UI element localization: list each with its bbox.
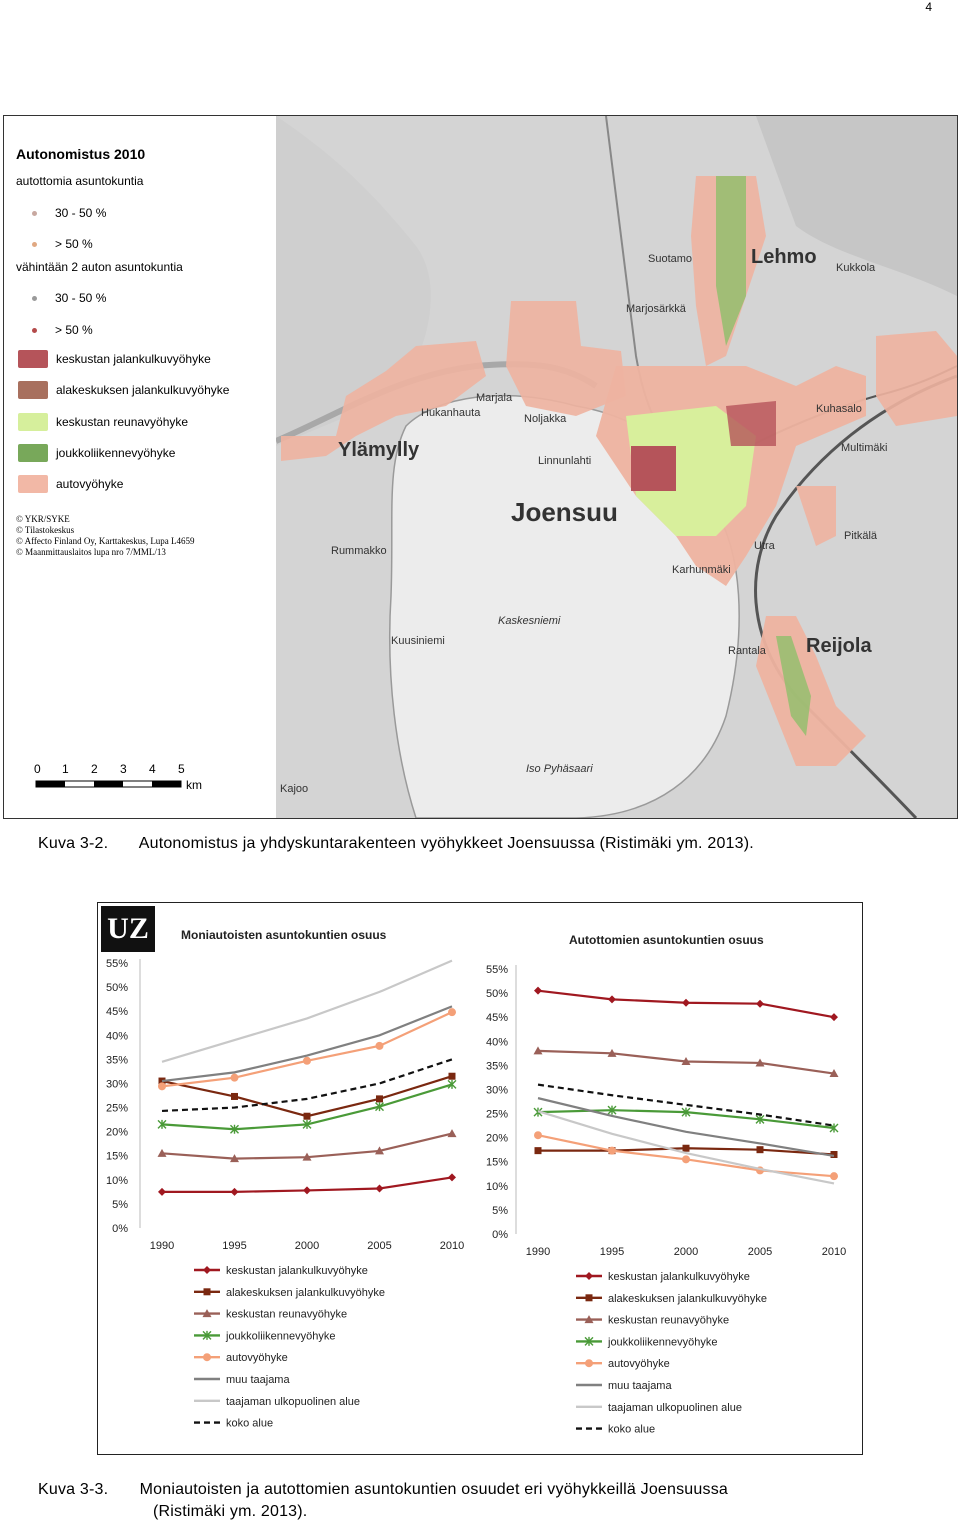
legend-zone: [18, 348, 211, 370]
map-credits: [16, 514, 195, 558]
place-label: Rummakko: [331, 545, 387, 557]
x-tick-label: 1990: [149, 1240, 175, 1252]
chart-title-left: Moniautoisten asuntokuntien osuus: [181, 928, 387, 942]
legend-label: koko alue: [608, 1423, 656, 1436]
y-tick-label: 30%: [105, 1078, 128, 1091]
series-line: [162, 961, 452, 1062]
place-label: Multimäki: [841, 442, 888, 454]
data-point: [830, 1172, 838, 1180]
x-tick-label: 2005: [747, 1246, 773, 1258]
y-tick-label: 30%: [485, 1084, 508, 1097]
legend-dot-icon: [32, 211, 37, 216]
place-label: Joensuu: [511, 497, 618, 527]
place-label: Ylämylly: [338, 439, 420, 461]
legend-title: Autonomistus 2010: [16, 146, 146, 162]
data-point: [203, 1353, 211, 1361]
x-tick-label: 1990: [525, 1246, 551, 1258]
legend-label: keskustan jalankulkuvyöhyke: [226, 1265, 368, 1277]
data-point: [303, 1057, 311, 1065]
scale-tick: 1: [62, 762, 69, 776]
legend-item-label: > 50 %: [55, 323, 93, 337]
zone-label: keskustan jalankulkuvyöhyke: [56, 352, 211, 366]
place-label: Reijola: [806, 635, 872, 657]
x-tick-label: 1995: [599, 1246, 625, 1258]
credit-line: © Maanmittauslaitos lupa nro 7/MML/13: [16, 547, 166, 557]
x-tick-label: 2000: [673, 1246, 699, 1258]
data-point: [585, 1359, 593, 1367]
data-point: [534, 987, 542, 995]
place-label: Suotamo: [648, 253, 693, 265]
legend-item-label: 30 - 50 %: [55, 206, 107, 220]
place-label: Kajoo: [280, 783, 309, 795]
data-point: [376, 1042, 384, 1050]
legend-zone: [18, 473, 123, 495]
data-point: [830, 1013, 838, 1021]
legend-item: [18, 319, 93, 341]
y-tick-label: 25%: [105, 1102, 128, 1115]
figure-caption-2: [38, 1481, 728, 1499]
legend-dot-icon: [32, 328, 37, 333]
y-tick-label: 15%: [105, 1150, 128, 1163]
chart-title-right: Autottomien asuntokuntien osuus: [569, 933, 764, 947]
x-tick-label: 2010: [821, 1246, 847, 1258]
zone-label: joukkoliikennevyöhyke: [56, 446, 176, 460]
zone-swatch: [18, 381, 48, 399]
scale-tick: 2: [91, 762, 98, 776]
legend-group-carless: autottomia asuntokuntia: [16, 174, 144, 188]
y-tick-label: 0%: [492, 1229, 508, 1241]
data-point: [448, 1129, 457, 1137]
chart-figure: [97, 902, 863, 1455]
legend-label: keskustan jalankulkuvyöhyke: [608, 1271, 750, 1283]
place-label: Linnunlahti: [538, 455, 592, 467]
legend-item-label: 30 - 50 %: [55, 291, 107, 305]
legend-label: autovyöhyke: [226, 1352, 288, 1365]
data-point: [756, 1000, 764, 1008]
legend-item: [18, 202, 106, 224]
place-label: Pitkälä: [844, 530, 878, 542]
place-label: Utra: [754, 540, 775, 552]
legend-label: taajaman ulkopuolinen alue: [608, 1401, 742, 1414]
credit-line: © Affecto Finland Oy, Karttakeskus, Lupa L4659: [16, 536, 195, 546]
x-tick-label: 2000: [294, 1240, 320, 1252]
legend-zone: [18, 379, 229, 401]
legend-label: joukkoliikennevyöhyke: [226, 1330, 336, 1343]
y-tick-label: 15%: [485, 1156, 508, 1169]
legend-label: autovyöhyke: [608, 1358, 670, 1371]
data-point: [534, 1131, 542, 1139]
place-label: Kuhasalo: [816, 403, 862, 415]
y-tick-label: 50%: [485, 988, 508, 1001]
data-point: [203, 1266, 211, 1274]
y-tick-label: 5%: [112, 1198, 128, 1211]
data-point: [757, 1146, 764, 1153]
y-tick-label: 55%: [485, 964, 508, 976]
data-point: [231, 1188, 239, 1196]
x-tick-label: 2005: [367, 1240, 392, 1252]
y-tick-label: 35%: [105, 1054, 128, 1067]
data-point: [608, 1147, 616, 1155]
data-point: [683, 1145, 690, 1152]
figure-caption-1: [38, 835, 754, 853]
legend-item: [18, 233, 93, 255]
place-label: Kukkola: [836, 262, 876, 274]
place-label: Marjala: [476, 392, 513, 404]
place-label: Kuusiniemi: [391, 635, 445, 647]
y-tick-label: 25%: [485, 1108, 508, 1121]
data-point: [231, 1074, 239, 1082]
place-label: Kaskesniemi: [498, 615, 561, 627]
legend-label: alakeskuksen jalankulkuvyöhyke: [608, 1292, 767, 1305]
y-tick-label: 45%: [105, 1006, 128, 1019]
page-number: 4: [925, 0, 932, 14]
place-label: Noljakka: [524, 413, 567, 425]
scale-tick: 5: [178, 762, 185, 776]
credit-line: © YKR/SYKE: [16, 514, 70, 524]
series-line: [538, 1085, 834, 1126]
zone-swatch: [18, 413, 48, 431]
place-label: Rantala: [728, 645, 766, 657]
caption-text: Moniautoisten ja autottomien asuntokuntien osuudet eri vyöhykkeillä Joensuussa: [139, 1481, 729, 1498]
zone-swatch: [18, 350, 48, 368]
chart-plots: [98, 903, 862, 1454]
map-graphic: [276, 116, 957, 818]
legend-label: muu taajama: [608, 1380, 672, 1392]
legend-zone: [18, 411, 188, 433]
uz-logo: UZ: [101, 906, 155, 952]
y-tick-label: 10%: [105, 1174, 128, 1187]
scale-tick: 0: [34, 762, 41, 776]
legend-label: joukkoliikennevyöhyke: [608, 1336, 718, 1349]
y-tick-label: 40%: [105, 1030, 128, 1043]
zone-label: autovyöhyke: [56, 477, 124, 491]
legend-item-label: > 50 %: [55, 237, 93, 251]
map-figure: [3, 115, 958, 819]
y-tick-label: 10%: [485, 1180, 508, 1193]
data-point: [158, 1082, 166, 1090]
y-tick-label: 50%: [105, 982, 128, 995]
data-point: [682, 999, 690, 1007]
scale-unit: km: [186, 778, 202, 792]
place-label: Marjosärkkä: [626, 303, 686, 315]
legend-item: [18, 287, 106, 309]
legend-dot-icon: [32, 296, 37, 301]
data-point: [449, 1073, 456, 1080]
zone-swatch: [18, 444, 48, 462]
data-point: [376, 1095, 383, 1102]
place-label: Karhunmäki: [672, 564, 731, 576]
y-tick-label: 35%: [485, 1060, 508, 1073]
y-tick-label: 5%: [492, 1204, 508, 1217]
caption-label: Kuva 3-3.: [38, 1481, 109, 1498]
data-point: [585, 1272, 593, 1280]
legend-dot-icon: [32, 242, 37, 247]
data-point: [204, 1288, 211, 1295]
legend-group-multicar: vähintään 2 auton asuntokuntia: [16, 260, 183, 274]
data-point: [303, 1186, 311, 1194]
data-point: [608, 995, 616, 1003]
legend-label: taajaman ulkopuolinen alue: [226, 1395, 360, 1408]
legend-label: muu taajama: [226, 1374, 290, 1386]
y-tick-label: 40%: [485, 1036, 508, 1049]
figure-caption-2-cont: (Ristimäki ym. 2013).: [153, 1503, 308, 1520]
zone-label: keskustan reunavyöhyke: [56, 415, 189, 429]
x-tick-label: 2010: [439, 1240, 465, 1252]
data-point: [158, 1188, 166, 1196]
scale-tick: 3: [120, 762, 127, 776]
data-point: [448, 1173, 456, 1181]
data-point: [682, 1155, 690, 1163]
legend-label: keskustan reunavyöhyke: [608, 1314, 730, 1327]
place-label: Iso Pyhäsaari: [526, 763, 593, 775]
legend-label: keskustan reunavyöhyke: [226, 1308, 348, 1321]
y-tick-label: 55%: [105, 958, 128, 970]
map-legend: [4, 116, 276, 818]
caption-label: Kuva 3-2.: [38, 835, 109, 852]
legend-label: koko alue: [226, 1417, 274, 1430]
scale-bar: [32, 761, 232, 801]
place-label: Lehmo: [751, 246, 817, 268]
data-point: [448, 1008, 456, 1016]
place-label: Hukanhauta: [421, 407, 481, 419]
y-tick-label: 20%: [485, 1132, 508, 1145]
data-point: [586, 1294, 593, 1301]
map-canvas: [276, 116, 957, 818]
legend-zone: [18, 442, 175, 464]
credit-line: © Tilastokeskus: [16, 525, 75, 535]
y-tick-label: 0%: [112, 1223, 128, 1235]
legend-label: alakeskuksen jalankulkuvyöhyke: [226, 1286, 385, 1299]
series-line: [162, 1059, 452, 1111]
y-tick-label: 45%: [485, 1012, 508, 1025]
data-point: [304, 1113, 311, 1120]
zone-swatch: [18, 475, 48, 493]
caption-text: Autonomistus ja yhdyskuntarakenteen vyöhykkeet Joensuussa (Ristimäki ym. 2013).: [138, 835, 754, 852]
scale-bar-graphic: [32, 761, 232, 801]
x-tick-label: 1995: [222, 1240, 247, 1252]
zone-label: alakeskuksen jalankulkuvyöhyke: [56, 383, 230, 397]
y-tick-label: 20%: [105, 1126, 128, 1139]
data-point: [231, 1093, 238, 1100]
data-point: [535, 1147, 542, 1154]
scale-tick: 4: [149, 762, 156, 776]
data-point: [376, 1184, 384, 1192]
